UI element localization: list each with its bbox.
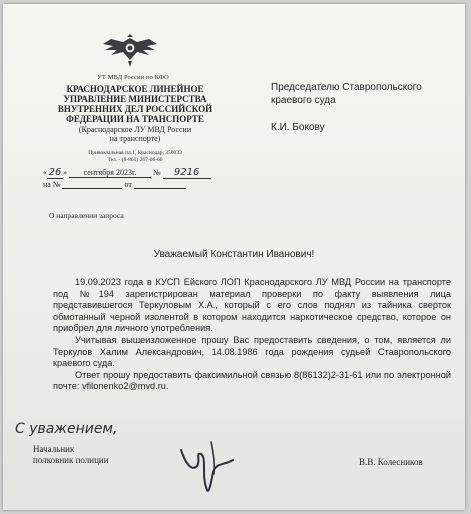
salutation: Уважаемый Константин Иванович! xyxy=(153,249,315,260)
reference-date-blank xyxy=(134,180,186,189)
reference-number-blank xyxy=(62,180,122,189)
body-paragraph: Ответ прошу предоставить факсимильной связью 8(86132)2-31-61 или по электронной почте: vfilonenko2@mvd.ru. xyxy=(53,369,451,392)
document-page xyxy=(3,4,465,510)
addressee-name: К.И. Бокову xyxy=(271,122,325,133)
signatory-name: В.В. Колесников xyxy=(359,457,423,467)
date-day: 26 xyxy=(48,167,62,178)
handwritten-closing: С уважением, xyxy=(15,421,118,437)
document-date-line: « 26 » сентября 2023г. № 9216 xyxy=(43,167,211,179)
body-paragraph: Учитывая вышеизложенное прошу Вас предоставить сведения, о том, является ли Теркулов Халим Александрович, 14.08.1986 года рождения судьей Ставропольского краевого суда. xyxy=(53,334,451,369)
document-number: 9216 xyxy=(163,167,211,179)
reference-number-line: на № от xyxy=(43,180,186,189)
signatory-title: Начальник полковник полиции xyxy=(33,444,109,465)
department-line: УТ МВД России по КФО xyxy=(97,74,169,81)
date-month-year: сентября 2023г. xyxy=(69,168,151,178)
organization-address: Привокзальная пл.1, Краснодар, 350033 Тел. - (8-861) 267-06-60 xyxy=(88,150,182,163)
letter-body xyxy=(53,277,451,393)
organization-name: КРАСНОДАРСКОЕ ЛИНЕЙНОЕ УПРАВЛЕНИЕ МИНИСТЕРСТВА ВНУТРЕННИХ ДЕЛ РОССИЙСКОЙ ФЕДЕРАЦИИ НА ТРАНСПОРТЕ xyxy=(57,84,213,124)
mvd-emblem-icon xyxy=(101,34,159,68)
addressee-block: Председателю Ставропольского краевого суда К.И. Бокову xyxy=(271,81,461,134)
organization-short-name: (Краснодарское ЛУ МВД России на транспорте) xyxy=(78,125,192,143)
body-paragraph: 19.09.2023 года в КУСП Ейского ЛОП Краснодарского ЛУ МВД России на транспорте под №194 зарегистрирован материал проверки по факту выявления лица представившегося Теркуловым Х.А., который с его слов поднял из тайника сверток обмотанный черной изолентой в котором находится наркотическое средство, которое он приобрел для личного употребления. xyxy=(53,277,451,334)
subject-line: О направлении запроса xyxy=(49,211,124,220)
signature-scribble-icon xyxy=(171,432,241,496)
